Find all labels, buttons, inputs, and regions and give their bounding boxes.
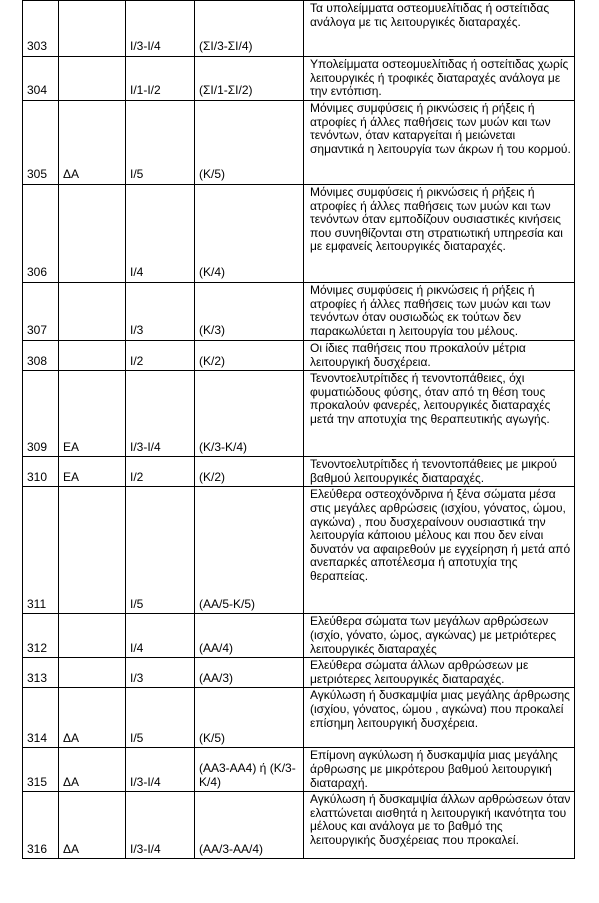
disability-table	[22, 0, 575, 859]
entry-code: (ΑΑ/3-ΑΑ/4)	[195, 792, 304, 859]
table-row	[23, 341, 575, 371]
entry-number: 306	[23, 185, 59, 283]
entry-description: Ελεύθερα σώματα άλλων αρθρώσεων με μετριότερες λειτουργικές διαταραχές.	[304, 658, 575, 688]
entry-number: 316	[23, 792, 59, 859]
entry-description: Οι ίδιες παθήσεις που προκαλούν μέτρια λειτουργική δυσχέρεια.	[304, 341, 575, 371]
table-row	[23, 185, 575, 283]
entry-grade: I/5	[126, 101, 195, 185]
entry-grade: I/5	[126, 688, 195, 748]
table-row	[23, 748, 575, 792]
entry-description: Ελεύθερα σώματα των μεγάλων αρθρώσεων (ισχίο, γόνατο, ώμος, αγκώνας) με μετριότερες λειτουργικές διαταραχές	[304, 614, 575, 658]
table-row	[23, 57, 575, 101]
table-row	[23, 1, 575, 57]
entry-description: Υπολείμματα οστεομυελίτιδας ή οστείτιδας χωρίς λειτουργικές ή τροφικές διαταραχές ανάλογα με την εντόπιση.	[304, 57, 575, 101]
entry-description: Τα υπολείμματα οστεομυελίτιδας ή οστείτιδας ανάλογα με τις λειτουργικές διαταραχές.	[304, 1, 575, 57]
entry-code: (Κ/5)	[195, 101, 304, 185]
entry-flag: ΔΑ	[59, 101, 126, 185]
entry-code: (ΑΑ/3)	[195, 658, 304, 688]
entry-code: (Κ/3-Κ/4)	[195, 371, 304, 457]
entry-code: (Κ/4)	[195, 185, 304, 283]
entry-flag	[59, 341, 126, 371]
entry-description: Μόνιμες συμφύσεις ή ρικνώσεις ή ρήξεις ή ατροφίες ή άλλες παθήσεις των μυών και των τενόντων όταν εμποδίζουν ουσιαστικές κινήσεις που συνηθίζονται στη στρατιωτική υπηρεσία και με εμφανείς λειτουργικές διαταραχές.	[304, 185, 575, 283]
entry-description: Τενοντοελυτρίτιδες ή τενοντοπάθειες με μικρού βαθμού λειτουργικές διαταραχές.	[304, 457, 575, 487]
entry-code: (Κ/2)	[195, 457, 304, 487]
entry-flag: ΕΑ	[59, 371, 126, 457]
entry-grade: I/5	[126, 487, 195, 614]
table-row	[23, 101, 575, 185]
entry-number: 314	[23, 688, 59, 748]
entry-grade: I/4	[126, 185, 195, 283]
entry-grade: I/3-I/4	[126, 748, 195, 792]
entry-description: Αγκύλωση ή δυσκαμψία άλλων αρθρώσεων όταν ελαττώνεται αισθητά η λειτουργική ικανότητα του μέλους και ανάλογα με το βαθμό της λειτουργικής δυσχέρειας που προκαλεί.	[304, 792, 575, 859]
entry-grade: I/3-I/4	[126, 371, 195, 457]
entry-flag	[59, 185, 126, 283]
entry-number: 309	[23, 371, 59, 457]
entry-code: (ΑΑ/5-Κ/5)	[195, 487, 304, 614]
entry-description: Μόνιμες συμφύσεις ή ρικνώσεις ή ρήξεις ή ατροφίες ή άλλες παθήσεις των μυών και των τενόντων όταν ουσιωδώς εκ τούτων δεν παρακωλύεται η λειτουργία του μέλους.	[304, 283, 575, 341]
entry-description: Επίμονη αγκύλωση ή δυσκαμψία μιας μεγάλης άρθρωσης με μικρότερου βαθμού λειτουργική διαταραχή.	[304, 748, 575, 792]
entry-number: 303	[23, 1, 59, 57]
entry-description: Τενοντοελυτρίτιδες ή τενοντοπάθειες, όχι φυματιώδους φύσης, όταν από τη θέση τους προκαλούν φανερές, λειτουργικές διαταραχές μετά την αποτυχία της θεραπευτικής αγωγής.	[304, 371, 575, 457]
entry-flag: ΔΑ	[59, 688, 126, 748]
entry-flag: ΔΑ	[59, 748, 126, 792]
entry-number: 312	[23, 614, 59, 658]
entry-flag: ΔΑ	[59, 792, 126, 859]
entry-flag	[59, 614, 126, 658]
entry-number: 315	[23, 748, 59, 792]
entry-flag	[59, 487, 126, 614]
entry-code: (Κ/3)	[195, 283, 304, 341]
entry-number: 308	[23, 341, 59, 371]
entry-number: 311	[23, 487, 59, 614]
entry-flag: ΕΑ	[59, 457, 126, 487]
entry-code: (Κ/2)	[195, 341, 304, 371]
entry-code: (ΣΙ/3-ΣΙ/4)	[195, 1, 304, 57]
entry-description: Μόνιμες συμφύσεις ή ρικνώσεις ή ρήξεις ή ατροφίες ή άλλες παθήσεις των μυών και των τενόντων, όταν καταργείται ή μειώνεται σημαντικά η λειτουργία των άκρων ή του κορμού.	[304, 101, 575, 185]
entry-grade: I/2	[126, 457, 195, 487]
entry-flag	[59, 1, 126, 57]
table-row	[23, 688, 575, 748]
entry-description: Αγκύλωση ή δυσκαμψία μιας μεγάλης άρθρωσης (ισχίου, γόνατος, ώμου , αγκώνα) που προκαλεί επίσημη λειτουργική δυσχέρεια.	[304, 688, 575, 748]
entry-grade: I/3	[126, 658, 195, 688]
entry-code: (ΑΑ3-ΑΑ4) ή (Κ/3-Κ/4)	[195, 748, 304, 792]
entry-grade: I/3-I/4	[126, 792, 195, 859]
table-row	[23, 487, 575, 614]
table-row	[23, 457, 575, 487]
entry-code: (ΑΑ/4)	[195, 614, 304, 658]
entry-code: (ΣΙ/1-ΣΙ/2)	[195, 57, 304, 101]
entry-grade: I/3-I/4	[126, 1, 195, 57]
entry-code: (Κ/5)	[195, 688, 304, 748]
entry-grade: I/2	[126, 341, 195, 371]
entry-grade: I/1-I/2	[126, 57, 195, 101]
entry-number: 307	[23, 283, 59, 341]
entry-number: 310	[23, 457, 59, 487]
entry-grade: I/3	[126, 283, 195, 341]
entry-description: Ελεύθερα οστεοχόνδρινα ή ξένα σώματα μέσα στις μεγάλες αρθρώσεις (ισχίου, γόνατος, ώμου, αγκώνα) , που δυσχεραίνουν ουσιαστικά την λειτουργία κάποιου μέλους και που δεν είναι δυνατόν να αφαιρεθούν με εγχείρηση ή μετά από ανεπαρκές αποτέλεσμα ή αποτυχία της θεραπείας.	[304, 487, 575, 614]
entry-flag	[59, 283, 126, 341]
table-row	[23, 283, 575, 341]
table-row	[23, 792, 575, 859]
table-body	[23, 1, 575, 859]
table-row	[23, 658, 575, 688]
entry-flag	[59, 57, 126, 101]
table-row	[23, 614, 575, 658]
entry-grade: I/4	[126, 614, 195, 658]
entry-number: 305	[23, 101, 59, 185]
table-row	[23, 371, 575, 457]
entry-number: 313	[23, 658, 59, 688]
entry-flag	[59, 658, 126, 688]
entry-number: 304	[23, 57, 59, 101]
